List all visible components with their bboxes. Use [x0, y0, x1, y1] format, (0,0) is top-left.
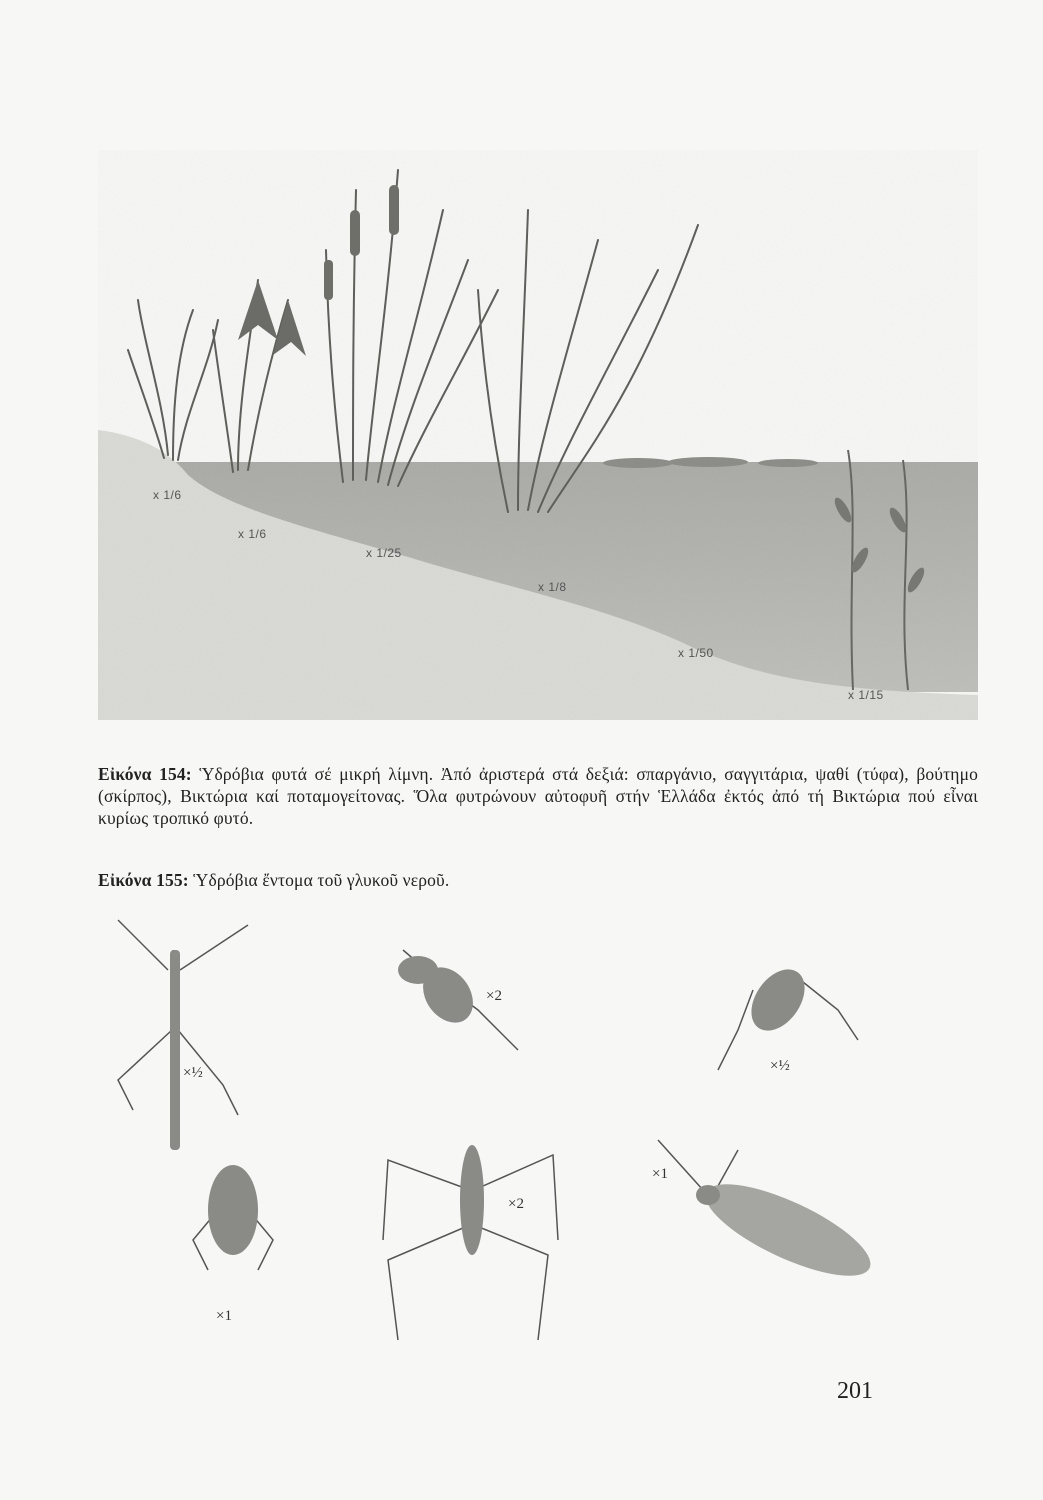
scale-label: ×1	[652, 1166, 668, 1182]
scale-label: ×½	[770, 1058, 790, 1074]
figure-154-label: Εἰκόνα 154:	[98, 763, 192, 784]
scale-label: x 1/8	[538, 580, 567, 594]
figure-155-label: Εἰκόνα 155:	[98, 869, 189, 890]
page-number: 201	[837, 1378, 873, 1404]
scale-label: x 1/50	[678, 646, 714, 660]
insects-illustration	[98, 910, 978, 1350]
scale-label: ×2	[508, 1196, 524, 1212]
pond-plants-illustration	[98, 150, 978, 720]
scale-label: x 1/6	[153, 488, 182, 502]
scale-label: ×2	[486, 988, 502, 1004]
scale-label: ×1	[216, 1308, 232, 1324]
scale-label: ×½	[183, 1065, 203, 1081]
scale-label: x 1/15	[848, 688, 884, 702]
figure-155-caption	[98, 869, 978, 891]
figure-154-caption	[98, 763, 978, 829]
scale-label: x 1/6	[238, 527, 267, 541]
figure-155-caption-text: Ὑδρόβια ἔντομα τοῦ γλυκοῦ νεροῦ.	[193, 869, 450, 890]
figure-154-caption-text: Ὑδρόβια φυτά σέ μικρή λίμνη. Ἀπό ἀριστερά στά δεξιά: σπαργάνιο, σαγγιτάρια, ψαθί (τύφα), βούτημο (σκίρπος), Βικτώρια καί ποταμογείτονας. Ὅλα φυτρώνουν αὐτοφυῆ στήν Ἑλλάδα ἐκτός ἀπό τή Βικτώρια πού εἶναι κυρίως τροπικό φυτό.	[98, 763, 979, 828]
scale-label: x 1/25	[366, 546, 402, 560]
